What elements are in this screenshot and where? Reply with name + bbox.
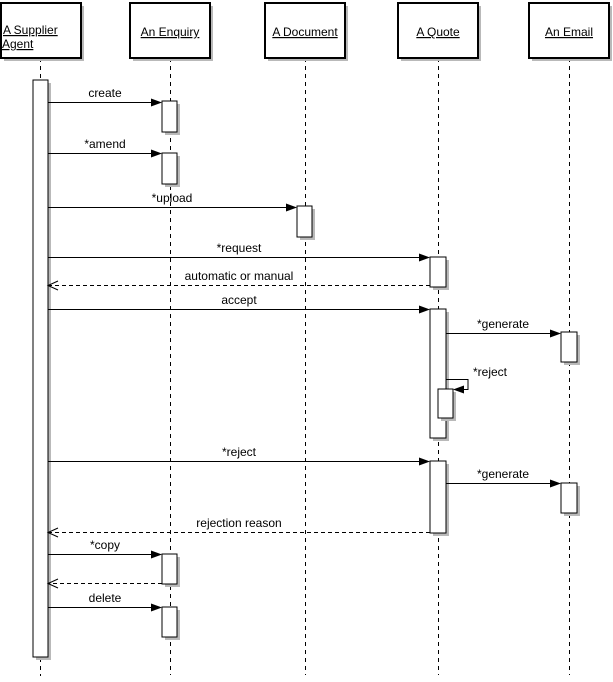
activation-email-generate-2 (561, 483, 577, 513)
message-generate-2-label: *generate (476, 467, 530, 481)
lifeline-label-quote: A Quote (416, 25, 460, 39)
activation-enquiry-copy (162, 554, 177, 584)
message-request-label: *request (216, 241, 262, 255)
lifeline-label-document: A Document (272, 25, 338, 39)
lifeline-label-supplier-agent-line2: Agent (2, 37, 34, 51)
activation-enquiry-delete (162, 607, 177, 637)
message-rejection-reason-label: rejection reason (196, 516, 282, 530)
message-amend-label: *amend (84, 137, 126, 151)
message-accept-label: accept (221, 293, 257, 307)
activation-email-generate-1 (561, 332, 577, 362)
activation-quote-request (430, 257, 446, 287)
message-delete-label: delete (88, 591, 122, 605)
activation-enquiry-amend (162, 153, 177, 184)
message-generate-1-label: *generate (476, 317, 530, 331)
activation-document-upload (297, 206, 312, 237)
activation-quote-reject-nested (438, 389, 453, 418)
lifeline-label-email: An Email (544, 25, 594, 39)
message-automatic-or-manual-label: automatic or manual (184, 269, 294, 283)
activation-supplier-agent (33, 80, 48, 657)
message-upload-label: *upload (151, 191, 193, 205)
activation-enquiry-create (162, 101, 177, 132)
message-reject-self-label: *reject (472, 365, 508, 379)
activation-quote-reject (430, 461, 446, 533)
lifeline-label-supplier-agent-line1: A Supplier (3, 23, 58, 37)
message-create-label: create (88, 86, 122, 100)
message-reject-label: *reject (221, 445, 257, 459)
lifeline-label-enquiry: An Enquiry (140, 25, 200, 39)
message-copy-label: *copy (89, 538, 121, 552)
